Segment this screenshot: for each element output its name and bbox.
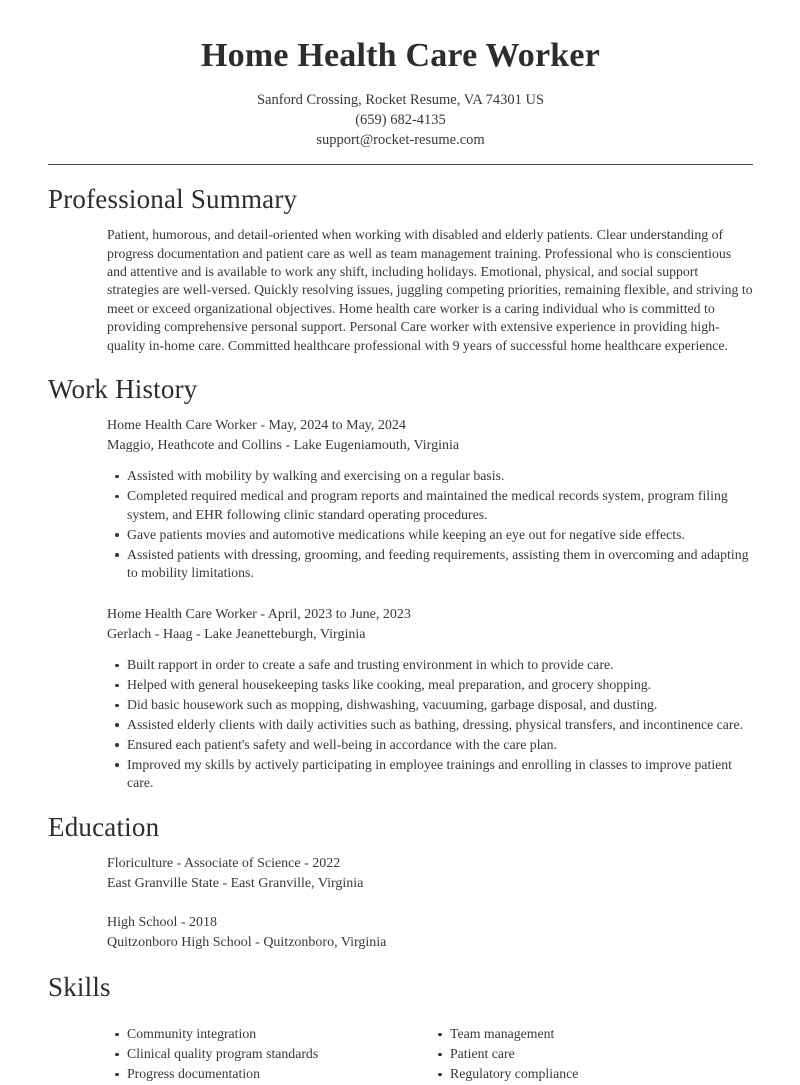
skill-item: Patient care: [450, 1045, 753, 1063]
education-degree: Floriculture - Associate of Science - 2022: [107, 856, 341, 872]
skills-column-right: [430, 1014, 753, 1085]
resume-title: Home Health Care Worker: [201, 37, 600, 74]
work-history-body: [107, 416, 753, 792]
skills-column-left: [107, 1014, 430, 1085]
skill-item: Community integration: [127, 1025, 430, 1043]
section-title-professional-summary: Professional Summary: [48, 183, 298, 214]
job-duty: Completed required medical and program reports and maintained the medical records system, program filing system, and EHR following clinic standard operating procedures.: [127, 487, 753, 524]
section-work-history: [48, 373, 753, 793]
job-title-dates: Home Health Care Worker - May, 2024 to May, 2024: [107, 418, 406, 434]
job-company-location: Gerlach - Haag - Lake Jeanetteburgh, Virginia: [107, 627, 366, 643]
education-school: East Granville State - East Granville, Virginia: [107, 876, 364, 892]
job-company-location: Maggio, Heathcote and Collins - Lake Eugeniamouth, Virginia: [107, 438, 460, 454]
section-title-education: Education: [48, 811, 160, 842]
skills-list-left: [107, 1025, 430, 1083]
contact-email: support@rocket-resume.com: [316, 131, 485, 148]
section-title-work-history: Work History: [48, 374, 198, 405]
section-professional-summary: [48, 183, 753, 355]
job-entry-1: [107, 416, 753, 582]
skill-item: Progress documentation: [127, 1065, 430, 1083]
job-duty: Built rapport in order to create a safe and trusting environment in which to provide care.: [127, 656, 753, 674]
skills-body: [107, 1014, 753, 1085]
job-duty-list: [107, 467, 753, 582]
education-school: Quitzonboro High School - Quitzonboro, Virginia: [107, 935, 387, 951]
job-duty-list: [107, 656, 753, 792]
education-entry-1: [107, 854, 753, 894]
skill-item: Team management: [450, 1025, 753, 1043]
job-duty: Did basic housework such as mopping, dishwashing, vacuuming, garbage disposal, and dusting.: [127, 696, 753, 714]
job-duty: Gave patients movies and automotive medications while keeping an eye out for negative side effects.: [127, 526, 753, 544]
section-skills: [48, 971, 753, 1085]
job-duty: Helped with general housekeeping tasks like cooking, meal preparation, and grocery shopping.: [127, 676, 753, 694]
job-duty: Assisted patients with dressing, grooming, and feeding requirements, assisting them in overcoming and adapting to mobility limitations.: [127, 546, 753, 583]
contact-phone: (659) 682-4135: [355, 111, 446, 128]
section-title-skills: Skills: [48, 972, 111, 1003]
skills-list-right: [430, 1025, 753, 1083]
skill-item: Clinical quality program standards: [127, 1045, 430, 1063]
job-title-dates: Home Health Care Worker - April, 2023 to June, 2023: [107, 607, 411, 623]
job-entry-2: [107, 605, 753, 792]
contact-address: Sanford Crossing, Rocket Resume, VA 74301 US: [256, 91, 545, 108]
contact-info: [48, 90, 753, 150]
skill-item: Regulatory compliance: [450, 1065, 753, 1083]
resume-header: [48, 36, 753, 150]
header-divider: [48, 164, 753, 165]
education-body: [107, 854, 753, 953]
job-duty: Improved my skills by actively participating in employee trainings and enrolling in classes to improve patient care.: [127, 756, 753, 793]
job-duty: Assisted elderly clients with daily activities such as bathing, dressing, physical transfers, and incontinence care.: [127, 716, 753, 734]
section-education: [48, 811, 753, 953]
education-degree: High School - 2018: [107, 915, 218, 931]
job-duty: Assisted with mobility by walking and exercising on a regular basis.: [127, 467, 753, 485]
job-duty: Ensured each patient's safety and well-being in accordance with the care plan.: [127, 736, 753, 754]
summary-text: Patient, humorous, and detail-oriented when working with disabled and elderly patients. Clear understanding of progress documentation and patient care as well as team management training. Professional who is conscientious and attentive and is available to work any shift, including holidays. Emotional, physical, and social support strategies are well-versed. Quickly resolving issues, juggling competing priorities, remaining flexible, and striving to meet or exceed organizational objectives. Home health care worker is a caring individual who is committed to providing comprehensive personal support. Personal Care worker with extensive experience in providing high-quality in-home care. Committed healthcare professional with 9 years of successful home healthcare experience.: [107, 227, 753, 353]
education-entry-2: [107, 913, 753, 953]
